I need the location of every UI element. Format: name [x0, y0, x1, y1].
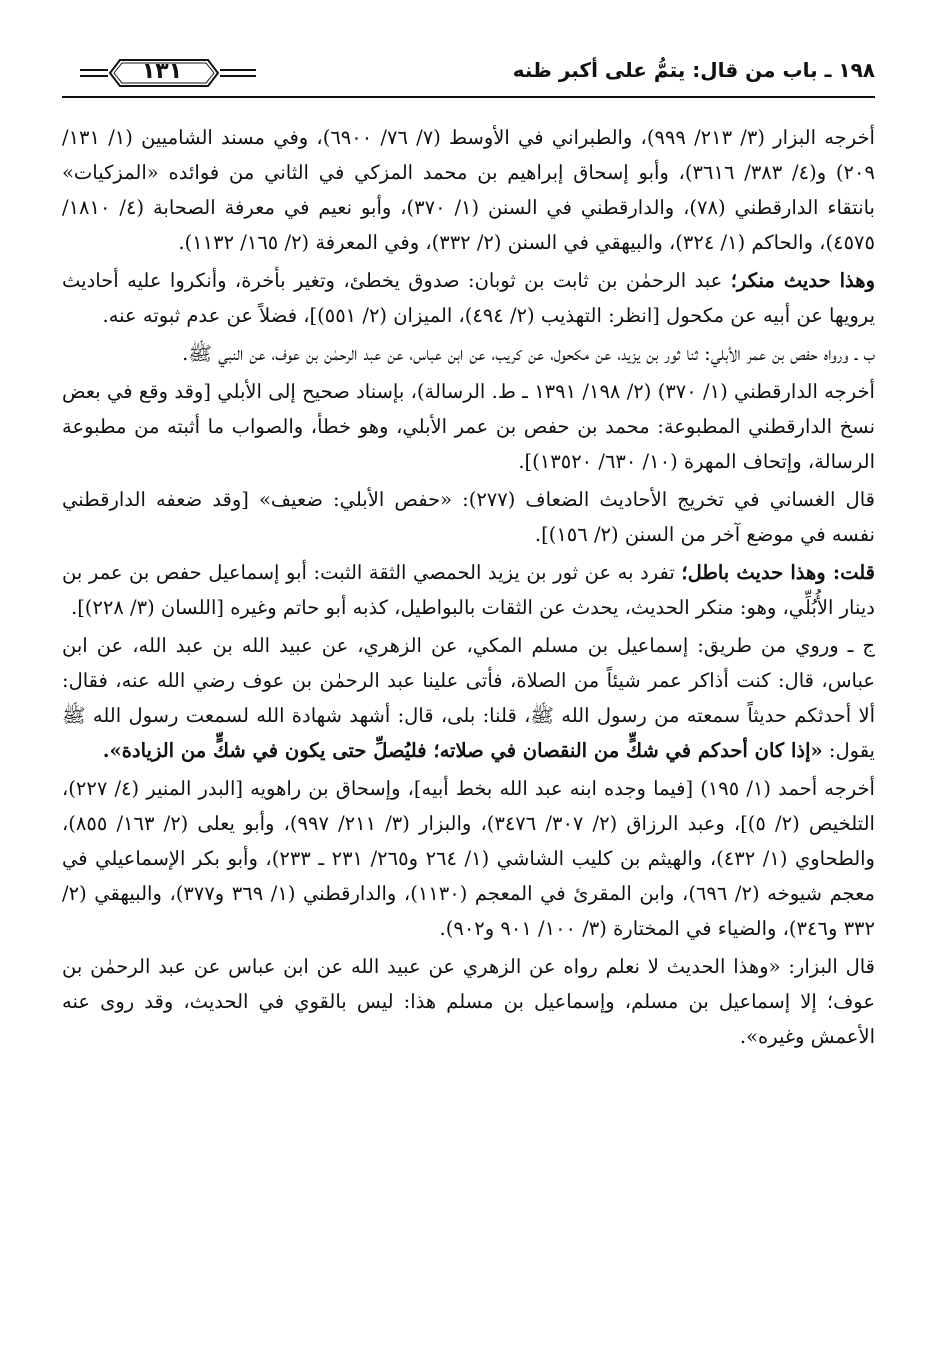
paragraph-text: ب ـ ورواه حفص بن عمر الأبلي: ثنا ثور بن يزيد، عن مكحول، عن كريب، عن ابن عباس، عن عبد الرحمٰن بن عوف، عن النبي ﷺ. — [182, 342, 875, 365]
paragraph-9 — [62, 949, 875, 1054]
header-rule — [62, 96, 875, 98]
paragraph-5 — [62, 482, 875, 552]
paragraph-lead: وهذا حديث منكر؛ — [730, 269, 875, 292]
paragraph-4 — [62, 374, 875, 479]
page-header — [62, 0, 875, 100]
page-number: ١٣١ — [141, 59, 183, 84]
paragraph-3 — [62, 336, 875, 371]
page-number-ornament — [80, 56, 256, 92]
paragraph-lead: قلت: وهذا حديث باطل؛ — [681, 561, 875, 584]
paragraph-text: أخرجه الدارقطني (١/ ٣٧٠) (٢/ ١٩٨/ ١٣٩١ ـ ط. الرسالة)، بإسناد صحيح إلى الأبلي [وقد وقع في بعض نسخ الدارقطني المطبوعة: محمد بن حفص بن عمر الأبلي، وهو خطأ، والصواب ما أثبته من مطبوعة الرسالة، وإتحاف المهرة (١٠/ ٦٣٠/ ١٣٥٢٠)]. — [62, 380, 875, 473]
hadith-quote: «إذا كان أحدكم في شكٍّ من النقصان في صلاته؛ فليُصلِّ حتى يكون في شكٍّ من الزيادة». — [102, 739, 823, 762]
chapter-title: ١٩٨ ـ باب من قال: يتمُّ على أكبر ظنه — [512, 58, 875, 82]
paragraph-8 — [62, 771, 875, 946]
paragraph-text: عبد الرحمٰن بن ثابت بن ثوبان: صدوق يخطئ، وتغير بأخرة، وأنكروا عليه أحاديث يرويها عن أبيه عن مكحول [انظر: التهذيب (٢/ ٤٩٤)، الميزان (٢/ ٥٥١)]، فضلاً عن عدم ثبوته عنه. — [62, 269, 875, 327]
paragraph-text: تفرد به عن ثور بن يزيد الحمصي الثقة الثبت: أبو إسماعيل حفص بن عمر بن دينار الأُبُلِّي، وهو: منكر الحديث، يحدث عن الثقات بالبواطيل، كذبه أبو حاتم وغيره [اللسان (٣/ ٢٢٨)]. — [62, 561, 875, 619]
paragraph-2 — [62, 263, 875, 333]
paragraph-1 — [62, 120, 875, 260]
paragraph-text: قال البزار: «وهذا الحديث لا نعلم رواه عن الزهري عن عبيد الله عن ابن عباس عن عبد الرحمٰن بن عوف؛ إلا إسماعيل بن مسلم، وإسماعيل بن مسلم هذا: ليس بالقوي في الحديث، وقد روى عنه الأعمش وغيره». — [62, 955, 875, 1048]
paragraph-7 — [62, 628, 875, 768]
body-text — [62, 120, 875, 1054]
paragraph-text: أخرجه البزار (٣/ ٢١٣/ ٩٩٩)، والطبراني في الأوسط (٧/ ٧٦/ ٦٩٠٠)، وفي مسند الشاميين (١/ ١٣١/ ٢٠٩) و(٤/ ٣٨٣/ ٣٦١٦)، وأبو إسحاق إبراهيم بن محمد المزكي في الثاني من فوائده «المزكيات» بانتقاء الدارقطني (٧٨)، والدارقطني في السنن (١/ ٣٧٠)، وأبو نعيم في معرفة الصحابة (٤/ ١٨١٠/ ٤٥٧٥)، والحاكم (١/ ٣٢٤)، والبيهقي في السنن (٢/ ٣٣٢)، وفي المعرفة (٢/ ١٦٥/ ١١٣٢). — [62, 126, 875, 254]
paragraph-6 — [62, 555, 875, 625]
paragraph-text: أخرجه أحمد (١/ ١٩٥) [فيما وجده ابنه عبد الله بخط أبيه]، وإسحاق بن راهويه [البدر المنير (٤/ ٢٢٧)، التلخيص (٢/ ٥)]، وعبد الرزاق (٢/ ٣٠٧/ ٣٤٧٦)، والبزار (٣/ ٢١١/ ٩٩٧)، وأبو يعلى (٢/ ١٦٣/ ٨٥٥)، والطحاوي (١/ ٤٣٢)، والهيثم بن كليب الشاشي (١/ ٢٦٤ و٢٦٥/ ٢٣١ ـ ٢٣٣)، وأبو بكر الإسماعيلي في معجم شيوخه (٢/ ٦٩٦)، وابن المقرئ في المعجم (١١٣٠)، والدارقطني (١/ ٣٦٩ و٣٧٧)، والبيهقي (٢/ ٣٣٢ و٣٤٦)، والضياء في المختارة (٣/ ١٠٠/ ٩٠١ و٩٠٢). — [62, 777, 875, 940]
paragraph-text: ج ـ وروي من طريق: إسماعيل بن مسلم المكي، عن الزهري، عن عبيد الله بن عبد الله، عن ابن عباس، قال: كنت أذاكر عمر شيئاً من الصلاة، فأتى علينا عبد الرحمٰن بن عوف رضي الله عنه، فقال: ألا أحدثكم حديثاً سمعته من رسول الله ﷺ، قلنا: بلى، قال: أشهد شهادة الله لسمعت رسول الله ﷺ يقول: — [62, 634, 875, 762]
paragraph-text: قال الغساني في تخريج الأحاديث الضعاف (٢٧٧): «حفص الأبلي: ضعيف» [وقد ضعفه الدارقطني نفسه في موضع آخر من السنن (٢/ ١٥٦)]. — [62, 488, 875, 546]
